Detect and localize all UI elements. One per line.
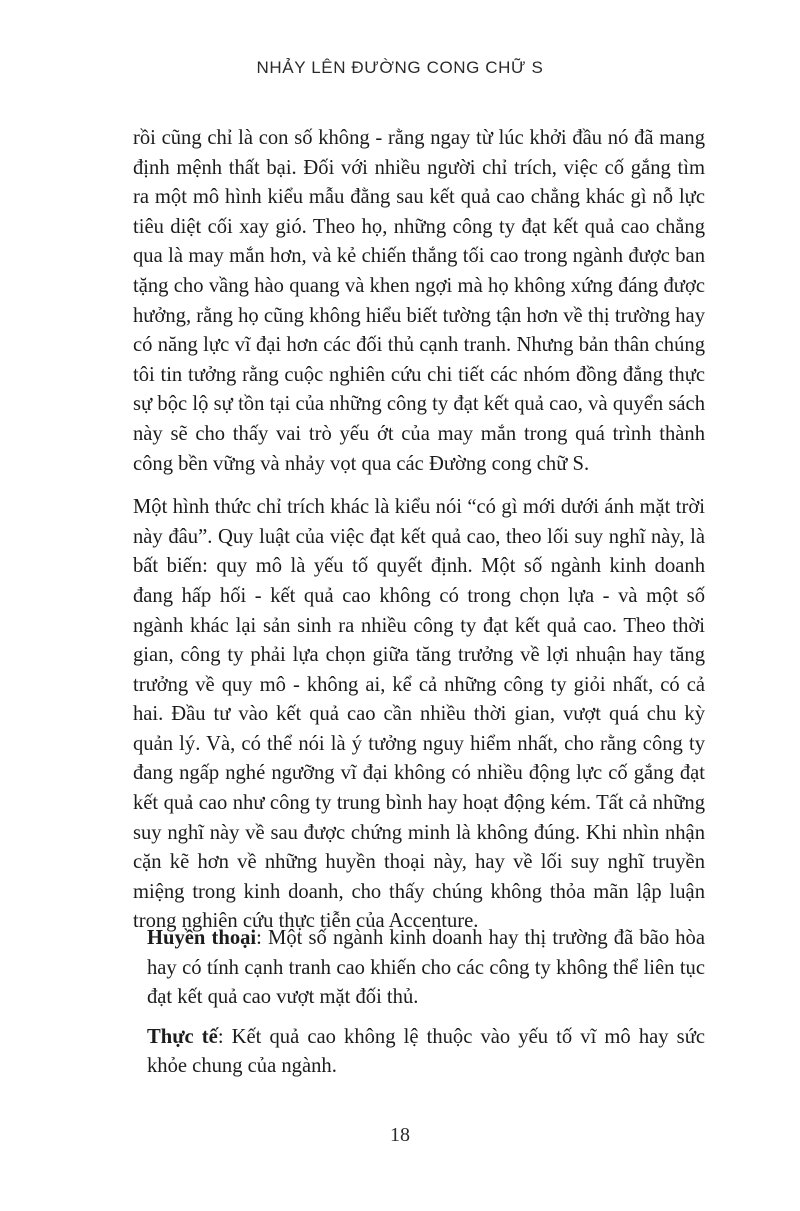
myth-fact-callout: [147, 924, 705, 1082]
myth-text: : Một số ngành kinh doanh hay thị trường đã bão hòa hay có tính cạnh tranh cao khiến cho các công ty không thể liên tục đạt kết quả cao vượt mặt đối thủ.: [147, 927, 705, 1009]
myth-label: Huyền thoại: [147, 927, 257, 949]
paragraph-1: rồi cũng chỉ là con số không - rằng ngay từ lúc khởi đầu nó đã mang định mệnh thất bại. Đối với nhiều người chỉ trích, việc cố gắng tìm ra một mô hình kiểu mẫu đằng sau kết quả cao chẳng khác gì nỗ lực tiêu diệt cối xay gió. Theo họ, những công ty đạt kết quả cao chẳng qua là may mắn hơn, và kẻ chiến thắng tối cao trong ngành được ban tặng cho vầng hào quang và khen ngợi mà họ không xứng đáng được hưởng, rằng họ cũng không hiểu biết tường tận hơn về thị trường hay có năng lực vĩ đại hơn các đối thủ cạnh tranh. Nhưng bản thân chúng tôi tin tưởng rằng cuộc nghiên cứu chi tiết các nhóm đồng đẳng thực sự bộc lộ sự tồn tại của những công ty đạt kết quả cao, và quyển sách này sẽ cho thấy vai trò yếu ớt của may mắn trong quá trình thành công bền vững và nhảy vọt qua các Đường cong chữ S.: [133, 127, 705, 475]
running-header-title: NHẢY LÊN ĐƯỜNG CONG CHỮ S: [256, 58, 544, 77]
fact-text: : Kết quả cao không lệ thuộc vào yếu tố vĩ mô hay sức khỏe chung của ngành.: [147, 1025, 706, 1078]
paragraph-2: Một hình thức chỉ trích khác là kiểu nói “có gì mới dưới ánh mặt trời này đâu”. Quy luật của việc đạt kết quả cao, theo lối suy nghĩ này, là bất biến: quy mô là yếu tố quyết định. Một số ngành kinh doanh đang hấp hối - kết quả cao không có trong chọn lựa - và một số ngành khác lại sản sinh ra nhiều công ty đạt kết quả cao. Theo thời gian, công ty phải lựa chọn giữa tăng trưởng về lợi nhuận hay tăng trưởng về quy mô - không ai, kể cả những công ty giỏi nhất, có cả hai. Đầu tư vào kết quả cao cần nhiều thời gian, vượt quá chu kỳ quản lý. Và, có thể nói là ý tưởng nguy hiểm nhất, cho rằng công ty đang ngấp nghé ngưỡng vĩ đại không có nhiều động lực cố gắng đạt kết quả cao như công ty trung bình hay hoạt động kém. Tất cả những suy nghĩ này về sau được chứng minh là không đúng. Khi nhìn nhận cặn kẽ hơn về những huyền thoại này, hay về lối suy nghĩ truyền miệng trong kinh doanh, cho thấy chúng không thỏa mãn lập luận trong nghiên cứu thực tiễn của Accenture.: [133, 496, 705, 933]
fact-statement: [147, 1023, 705, 1082]
body-text: [133, 124, 705, 937]
page-number: 18: [390, 1124, 410, 1146]
myth-statement: [147, 924, 705, 1013]
fact-label: Thực tế: [147, 1025, 218, 1048]
